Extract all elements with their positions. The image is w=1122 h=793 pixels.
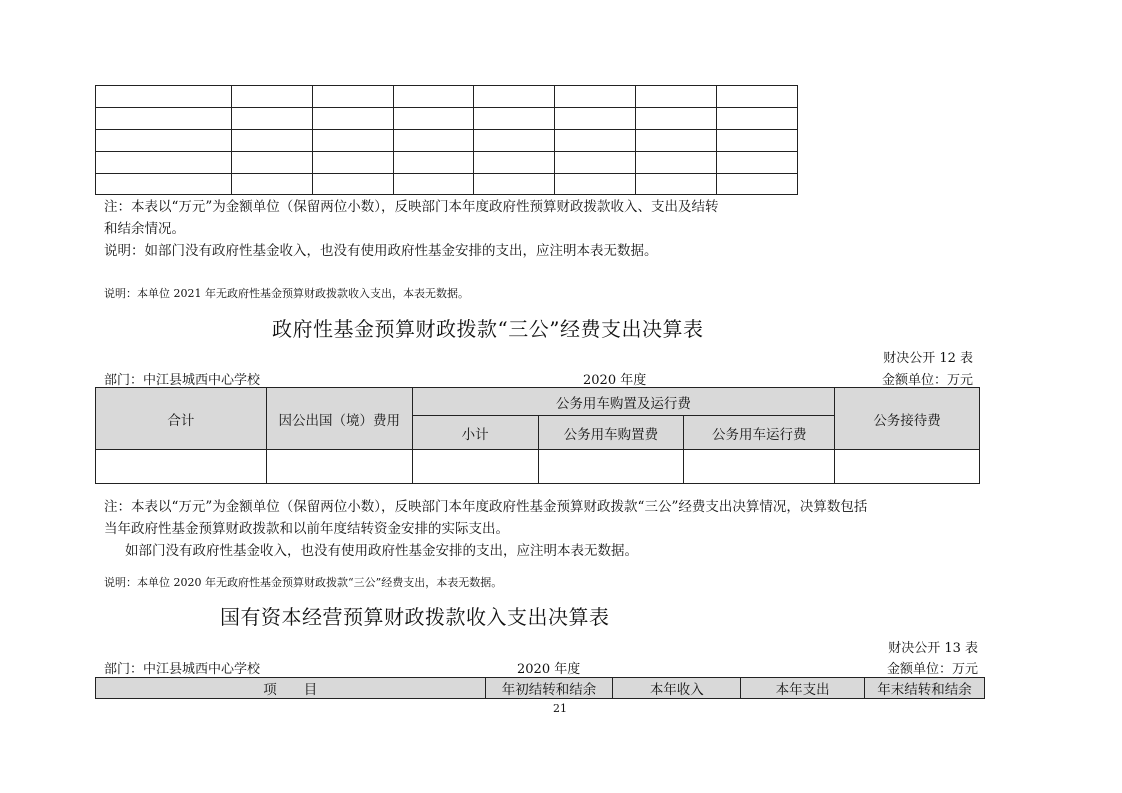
table-row [96, 174, 798, 195]
soe-header-opening: 年初结转和结余 [485, 678, 613, 699]
table-cell [96, 108, 232, 130]
table-cell [96, 174, 232, 195]
header-abroad: 因公出国（境）费用 [266, 388, 412, 450]
table-cell [312, 174, 393, 195]
table-cell [393, 86, 474, 108]
header-operation: 公务用车运行费 [684, 416, 835, 450]
table-cell [266, 450, 412, 484]
soe-header-item: 项 目 [96, 678, 486, 699]
table-cell [636, 152, 717, 174]
table-cell [474, 86, 555, 108]
table-cell [717, 108, 798, 130]
table-cell [555, 130, 636, 152]
header-reception: 公务接待费 [835, 388, 980, 450]
table-cell [474, 174, 555, 195]
table-row [96, 152, 798, 174]
table-cell [538, 450, 684, 484]
table-cell [96, 152, 232, 174]
table-cell [474, 108, 555, 130]
table-cell [555, 108, 636, 130]
soe-dept: 部门：中江县城西中心学校 [104, 662, 261, 677]
soe-header-income: 本年收入 [613, 678, 741, 699]
table-cell [231, 86, 312, 108]
soe-header-closing: 年末结转和结余 [865, 678, 985, 699]
table-cell [312, 108, 393, 130]
soe-header-expense: 本年支出 [741, 678, 865, 699]
prev-note-line2: 和结余情况。 [104, 221, 185, 237]
table-cell [312, 130, 393, 152]
sanggong-table-no: 财决公开 12 表 [883, 351, 973, 366]
table-cell [96, 450, 267, 484]
table-cell [312, 86, 393, 108]
page-number: 21 [553, 702, 567, 715]
table-row [96, 108, 798, 130]
prev-note-line1: 注：本表以“万元”为金额单位（保留两位小数），反映部门本年度政府性预算财政拨款收入、支出及结转 [104, 199, 719, 215]
sanggong-note-line1: 注：本表以“万元”为金额单位（保留两位小数），反映部门本年度政府性基金预算财政拨款“三公”经费支出决算情况，决算数包括 [104, 499, 868, 515]
table-cell [555, 174, 636, 195]
table-cell [717, 174, 798, 195]
table-cell [96, 130, 232, 152]
table-cell [717, 130, 798, 152]
table-cell [717, 86, 798, 108]
sanggong-note-line2: 当年政府性基金预算财政拨款和以前年度结转资金安排的实际支出。 [104, 521, 509, 537]
table-cell [393, 152, 474, 174]
sanggong-dept: 部门：中江县城西中心学校 [104, 373, 261, 388]
table-cell [717, 152, 798, 174]
header-subtotal: 小计 [412, 416, 538, 450]
previous-table [95, 85, 798, 195]
header-purchase: 公务用车购置费 [538, 416, 684, 450]
table-cell [393, 174, 474, 195]
header-vehicle: 公务用车购置及运行费 [412, 388, 834, 416]
table-cell [96, 86, 232, 108]
table-row [96, 86, 798, 108]
table-cell [636, 108, 717, 130]
table-cell [684, 450, 835, 484]
prev-unit-explain: 说明：本单位 2021 年无政府性基金预算财政拨款收入支出，本表无数据。 [104, 287, 469, 300]
sanggong-unit: 金额单位：万元 [881, 373, 973, 388]
sanggong-note-line3: 如部门没有政府性基金收入，也没有使用政府性基金安排的支出，应注明本表无数据。 [125, 543, 638, 559]
soe-title: 国有资本经营预算财政拨款收入支出决算表 [220, 605, 610, 629]
table-cell [231, 152, 312, 174]
table-cell [835, 450, 980, 484]
table-cell [474, 152, 555, 174]
table-cell [231, 174, 312, 195]
table-cell [393, 108, 474, 130]
soe-unit: 金额单位：万元 [886, 662, 978, 677]
soe-table [95, 677, 985, 699]
sanggong-year: 2020 年度 [583, 373, 647, 388]
sanggong-unit-explain: 说明：本单位 2020 年无政府性基金预算财政拨款“三公”经费支出，本表无数据。 [104, 576, 503, 589]
table-cell [231, 108, 312, 130]
table-cell [312, 152, 393, 174]
soe-year: 2020 年度 [517, 662, 581, 677]
soe-table-no: 财决公开 13 表 [888, 641, 978, 656]
table-cell [636, 86, 717, 108]
sanggong-table [95, 387, 980, 484]
table-cell [555, 86, 636, 108]
table-cell [231, 130, 312, 152]
table-cell [636, 130, 717, 152]
prev-explain: 说明：如部门没有政府性基金收入，也没有使用政府性基金安排的支出，应注明本表无数据。 [104, 243, 658, 259]
table-row [96, 130, 798, 152]
table-row [96, 450, 980, 484]
table-cell [393, 130, 474, 152]
table-cell [474, 130, 555, 152]
table-cell [555, 152, 636, 174]
table-cell [636, 174, 717, 195]
sanggong-title: 政府性基金预算财政拨款“三公”经费支出决算表 [272, 317, 704, 341]
header-total: 合计 [96, 388, 267, 450]
table-cell [412, 450, 538, 484]
